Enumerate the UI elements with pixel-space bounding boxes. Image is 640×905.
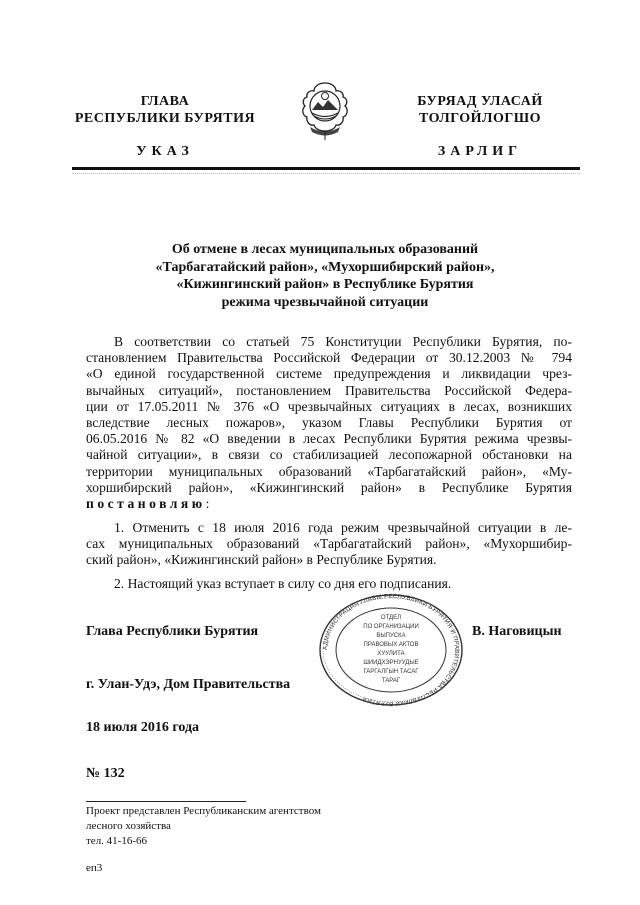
document-code: еп3 — [86, 862, 103, 874]
decree-number: № 132 — [86, 766, 125, 781]
point-1 — [86, 520, 572, 569]
stamp-line: ШИИДХЭРНУУДЫЕ — [363, 660, 419, 666]
signing-place: г. Улан-Удэ, Дом Правительства — [86, 677, 291, 692]
decree-colon: : — [205, 496, 210, 512]
header-left-doc: УКАЗ — [136, 144, 194, 159]
footer-line: лесного хозяйства — [86, 820, 171, 832]
header-right-doc: ЗАРЛИГ — [437, 144, 523, 159]
header-right-line2: ТОЛГОЙЛОГШО — [418, 111, 542, 126]
point-2-line: 2. Настоящий указ вступает в силу со дня его подписания. — [114, 576, 452, 591]
signing-date: 18 июля 2016 года — [86, 720, 200, 735]
header-rule — [72, 167, 580, 170]
stamp-line: ВЫПУСКА — [376, 633, 406, 639]
footer-line: тел. 41-16-66 — [86, 835, 148, 847]
footer-line: Проект представлен Республиканским агентством — [86, 805, 321, 817]
signatory-position: Глава Республики Бурятия — [86, 624, 259, 639]
header-left — [70, 93, 260, 127]
header-dotted-divider — [72, 173, 580, 174]
signatory-name: В. Наговицын — [472, 624, 562, 639]
title-line: «Кижингинский район» в Республике Бурятия — [176, 277, 474, 292]
stamp-line: ПО ОРГАНИЗАЦИИ — [363, 624, 419, 630]
preamble-line: территории муниципальных образований «Тарбагатайский район», «Му- — [86, 463, 572, 479]
stamp-line: ГАРГАЛГЫН ТАСАГ — [363, 669, 419, 675]
point-1-line: сах муниципальных образований «Тарбагатайский район», «Мухоршибир- — [86, 536, 572, 552]
header-left-line2: РЕСПУБЛИКИ БУРЯТИЯ — [74, 111, 256, 126]
point-1-line: ский район», «Кижингинский район» в Республике Бурятия. — [86, 552, 437, 568]
point-2 — [86, 576, 572, 592]
stamp-ring-text: АДМИНИСТРАЦИЯ ГЛАВЫ РЕСПУБЛИКИ БУРЯТИЯ И ПРАВИТЕЛЬСТВА РЕСПУБЛИКИ БУРЯТИЯ — [322, 593, 460, 707]
header-right — [385, 93, 575, 127]
title-line: режима чрезвычайной ситуации — [221, 294, 429, 310]
footer-rule — [86, 801, 246, 802]
header-right-line1: БУРЯАД УЛАСАЙ — [417, 94, 543, 109]
preamble-line: вычайных ситуаций», постановлением Правительства Российской Федера- — [86, 382, 572, 398]
coat-of-arms-emblem — [298, 80, 352, 142]
title-line: «Тарбагатайский район», «Мухоршибирский район», — [155, 259, 495, 275]
preamble-line: становлением Правительства Российской Федерации от 30.12.2003 № 794 — [86, 350, 572, 366]
preamble-line: 06.05.2016 № 82 «О введении в лесах Республики Бурятия режима чрезвы- — [86, 431, 572, 447]
preamble-line: «О единой государственной системе предупреждения и ликвидации чрез- — [86, 366, 572, 382]
preamble-line: вследствие лесных пожаров», указом Главы Республики Бурятия от — [86, 415, 572, 431]
stamp-line: ТАРАГ — [381, 678, 401, 684]
decree-title — [90, 241, 560, 311]
official-stamp — [318, 593, 464, 707]
stamp-line: ПРАВОВЫХ АКТОВ — [363, 642, 419, 648]
preamble-paragraph — [86, 334, 572, 512]
title-line: Об отмене в лесах муниципальных образований — [171, 242, 479, 257]
stamp-line: ХУУЛИТА — [377, 651, 405, 657]
point-1-line: 1. Отменить с 18 июля 2016 года режим чрезвычайной ситуации в ле- — [114, 520, 572, 535]
footer-note — [86, 804, 321, 849]
svg-text:АДМИНИСТРАЦИЯ ГЛАВЫ РЕСПУБЛИКИ — [323, 594, 459, 706]
preamble-line: В соответствии со статьей 75 Конституции Республики Бурятия, по- — [114, 334, 572, 349]
decree-word: постановляю — [86, 496, 206, 512]
preamble-line: хоршибирский район», «Кижингинский район» в Республике Бурятия — [86, 479, 572, 495]
preamble-line: чайной ситуации», в связи со стабилизацией лесопожарной обстановки на — [86, 447, 572, 463]
decree-word-line — [86, 496, 572, 512]
header-left-line1: ГЛАВА — [140, 94, 190, 109]
stamp-line: ОТДЕЛ — [380, 615, 402, 621]
preamble-line: ции от 17.05.2011 № 376 «О чрезвычайных ситуациях в лесах, возникших — [86, 398, 572, 414]
